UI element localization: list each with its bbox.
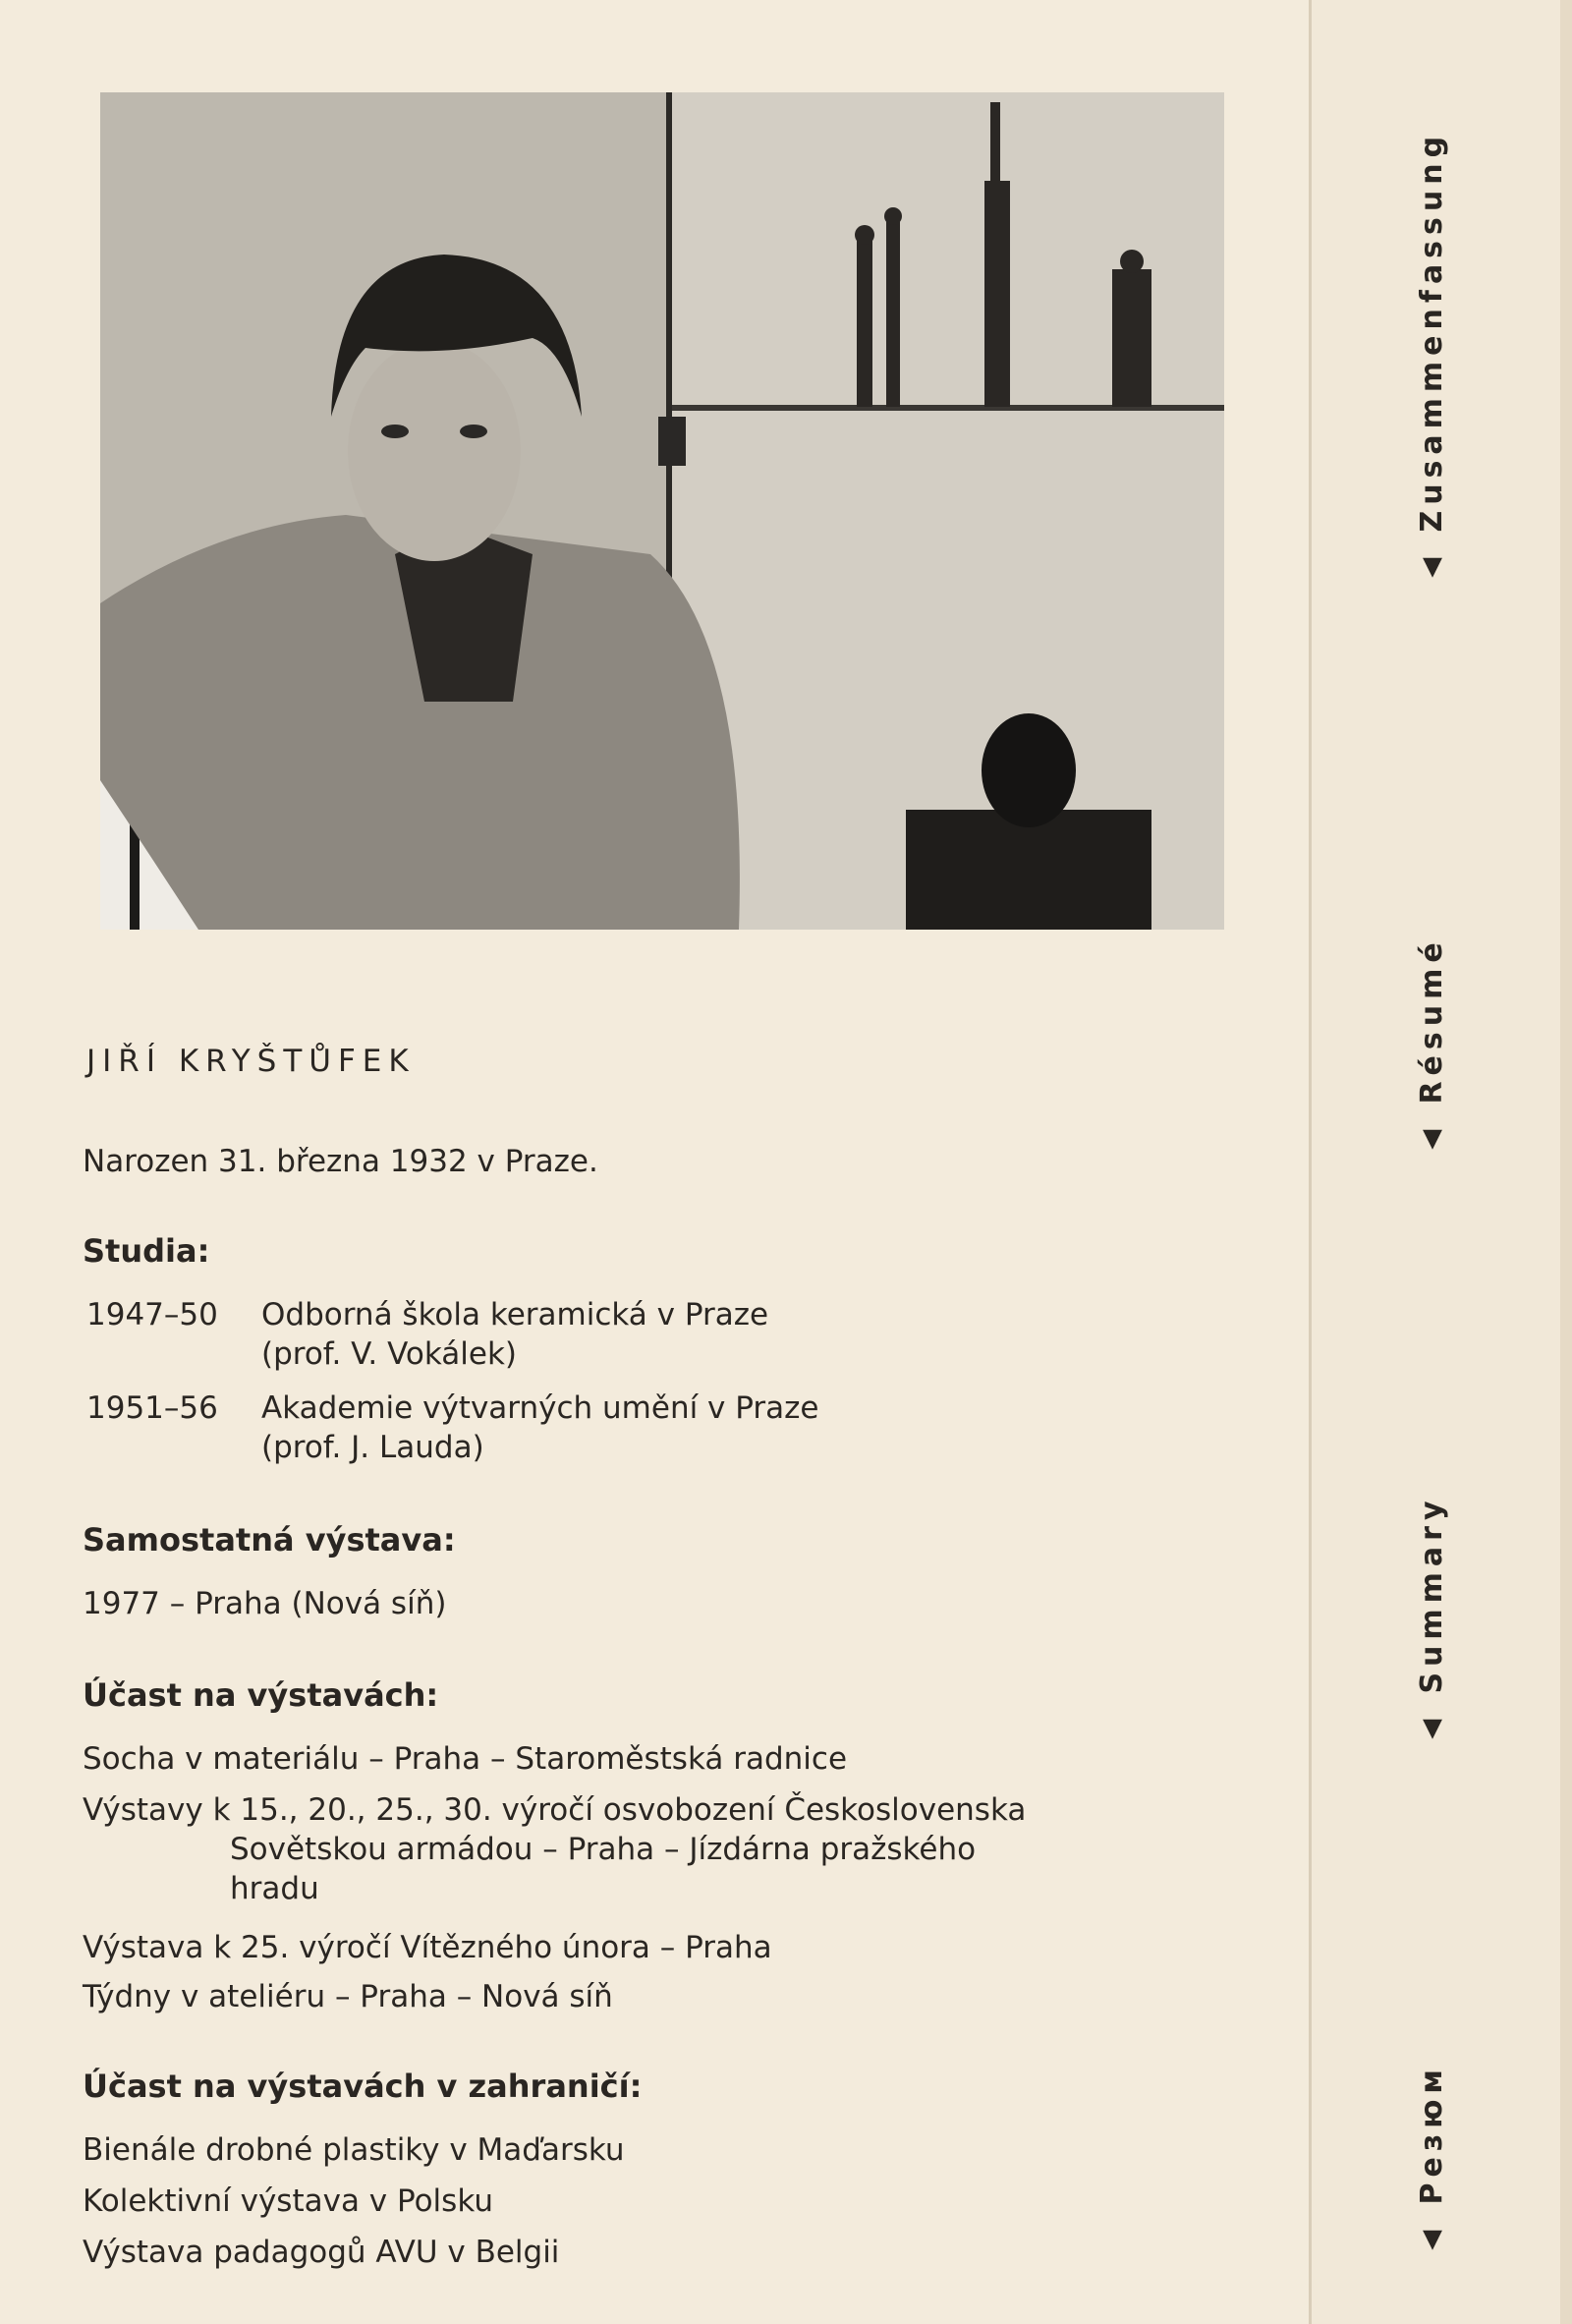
study-school: Odborná škola keramická v Praze: [261, 1297, 769, 1332]
tab-label: Summary: [1415, 1495, 1449, 1694]
artist-name: JIŘÍ KRYŠTŮFEK: [86, 1044, 416, 1079]
round-sculpture: [982, 713, 1076, 827]
tab-label: Резюм: [1415, 2064, 1449, 2205]
triangle-up-icon: ▲: [1418, 548, 1447, 584]
study-years: 1951–56: [86, 1390, 218, 1426]
shelf-bracket: [658, 417, 686, 466]
list-item: Výstava padagogů AVU v Belgii: [83, 2235, 560, 2270]
triangle-up-icon: ▲: [1418, 1120, 1447, 1156]
list-item: Týdny v ateliéru – Praha – Nová síň: [83, 1979, 613, 2014]
study-entry: [86, 1295, 768, 1374]
artist-portrait-photo: [100, 92, 1224, 930]
solo-exhibition-item: 1977 – Praha (Nová síň): [83, 1586, 447, 1621]
tab-zusammenfassung[interactable]: [1415, 77, 1449, 607]
tab-strip-edge: [1560, 0, 1572, 2324]
portrait-illustration: [100, 92, 1224, 930]
study-school: Akademie výtvarných umění v Praze: [261, 1390, 819, 1426]
triangle-up-icon: ▲: [1418, 1710, 1447, 1745]
triangle-up-icon: ▲: [1418, 2221, 1447, 2256]
display-case: [670, 92, 1224, 930]
study-entry: [86, 1389, 819, 1467]
tab-summary[interactable]: [1415, 1474, 1449, 1769]
solo-exhibition-heading: Samostatná výstava:: [83, 1521, 456, 1559]
tab-label: Résumé: [1415, 936, 1449, 1105]
face: [348, 341, 521, 561]
list-item-line: Výstavy k 15., 20., 25., 30. výročí osvobození Československa: [83, 1792, 1027, 1828]
tab-resume[interactable]: [1415, 924, 1449, 1179]
list-item: Bienále drobné plastiky v Maďarsku: [83, 2132, 625, 2168]
tab-rezume[interactable]: [1415, 2064, 1449, 2280]
list-item: Kolektivní výstava v Polsku: [83, 2183, 493, 2219]
tab-label: Zusammenfassung: [1415, 130, 1449, 533]
studies-heading: Studia:: [83, 1232, 210, 1270]
study-years: 1947–50: [86, 1297, 218, 1332]
study-professor: (prof. V. Vokálek): [261, 1336, 517, 1372]
case-frame: [666, 92, 672, 603]
list-item-line: hradu: [230, 1871, 319, 1906]
study-professor: (prof. J. Lauda): [261, 1430, 484, 1465]
birth-info: Narozen 31. března 1932 v Praze.: [83, 1144, 598, 1179]
list-item-line: Sovětskou armádou – Praha – Jízdárna pražského: [230, 1832, 977, 1867]
list-item: Výstava k 25. výročí Vítězného února – Praha: [83, 1930, 772, 1965]
abroad-exhibitions-heading: Účast na výstavách v zahraničí:: [83, 2068, 643, 2105]
group-exhibitions-heading: Účast na výstavách:: [83, 1676, 439, 1714]
list-item: Socha v materiálu – Praha – Staroměstská radnice: [83, 1741, 848, 1777]
pedestal: [906, 810, 1151, 930]
list-item: [83, 1790, 1026, 1908]
